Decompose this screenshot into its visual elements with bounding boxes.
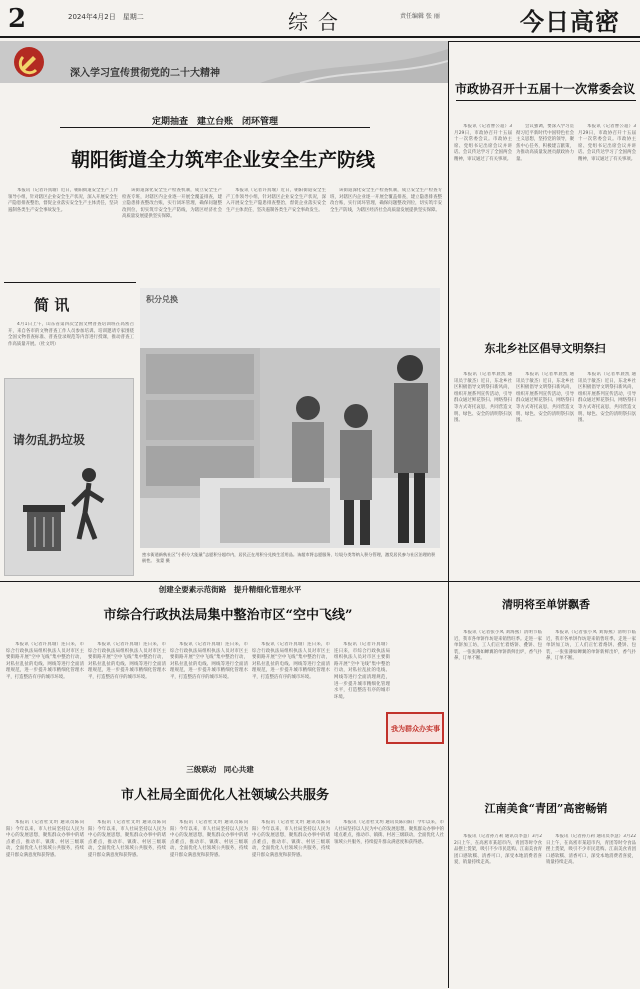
banner-decoration — [260, 41, 448, 83]
newspaper-logo: 今日高密 — [520, 7, 620, 36]
headline-rule — [60, 127, 370, 128]
chaoyang-subtitle: 定期抽查 建立台账 闭环管理 — [151, 117, 278, 127]
zhifa-body-col3: 本报讯（记者许真瑜）连日来，市综合行政执法局组织执法人员对市区主要街路开展“空中飞线”集中整治行动，对私拉乱扯的电线、网线等进行全面清理规范，进一步提升城市精细化管理水平，打造整洁有序的城市环境。 — [170, 642, 248, 680]
chaoyang-body-col1: 本报讯（记者许真瑜）近日，朝阳街道安全生产工作领导小组，针对辖区企业安全生产状况，深入开展安全生产隐患排查整治，督促企业落实安全生产主体责任，坚决遏制各类生产安全事故发生。 — [8, 188, 118, 213]
photo-caption: 密水街道新秋社区“小积分大能量”志愿积分超市内，居民正在用积分兑换生活用品。该超市将志愿服务、垃圾分类等纳入积分管理，激发居民参与社区治理的积极性。 张蒙 摄 — [142, 552, 436, 564]
qingming-headline: 清明将至单饼飘香 — [502, 598, 590, 611]
chaoyang-headline: 朝阳街道全力筑牢企业安全生产防线 — [70, 149, 375, 171]
photo-scene — [140, 288, 440, 548]
meishi-body-col2: 本报讯（记者孙万莉 通讯员李慧）3月22日上午，在高密市某超市内，青团等时令食品摆上货架，吸引不少市民选购。江南美食青团口感软糯、清香可口，深受本地消费者喜爱，销量持续走高。 — [546, 834, 636, 866]
meishi-body-col1: 本报讯（记者孙万莉 通讯员李慧）3月22日上午，在高密市某超市内，青团等时令食品摆上货架，吸引不少市民选购。江南美食青团口感软糯、清香可口，深受本地消费者喜爱，销量持续走高。 — [454, 834, 542, 866]
service-stamp — [386, 712, 444, 744]
zhifa-subtitle: 创建全要素示范街路 提升精细化管理水平 — [158, 585, 302, 594]
qingming-body-col2: 本报讯（记者张小凤 刘海燕）清明节临近，我市各单饼作坊迎来销售旺季。走进一家单饼加工坊，工人们正忙着烙饼、叠饼、包装，一张张薄如蝉翼的单饼新鲜出炉，香气扑鼻，订单不断。 — [546, 630, 636, 662]
meishi-headline: 江南美食“青团”高密畅销 — [484, 802, 608, 815]
section-rule — [0, 581, 640, 582]
zhengxie-body-col2: 会议强调，要深入学习贯彻习近平新时代中国特色社会主义思想，坚持党的领导，聚焦中心任务，积极建言献策，为推动高质量发展贡献政协力量。 — [516, 124, 574, 162]
qingming-body-col1: 本报讯（记者张小凤 刘海燕）清明节临近，我市各单饼作坊迎来销售旺季。走进一家单饼加工坊，工人们正忙着烙饼、叠饼、包装，一张张薄如蝉翼的单饼新鲜出炉，香气扑鼻，订单不断。 — [454, 630, 542, 662]
chaoyang-body-col2: 该街道深化安全生产检查机制，成立安全生产检查专班，对辖区内企业逐一开展全覆盖排查，建立隐患排查整改台账，实行闭环管理，确保问题整改到位，切实筑牢安全生产防线，为辖区经济社会高质量发展提供坚实保障。 — [122, 188, 222, 220]
issue-date: 2024年4月2日 星期二 — [68, 13, 144, 21]
brief-title: 简 讯 — [34, 296, 70, 314]
shebao-headline: 市人社局全面优化人社领域公共服务 — [120, 788, 329, 803]
trash-can-icon — [19, 461, 119, 561]
zhengxie-headline: 市政协召开十五届十一次常委会议 — [454, 82, 635, 96]
shebao-body-col4: 本报讯（记者杜文玥 通讯员陈向阳）今年以来，市人社局坚持以人民为中心的发展思想，聚焦群众办事中的堵点难点，推动市、镇街、村居三级联动，全面优化人社领域公共服务，持续提升群众满意度和获得感。 — [252, 820, 330, 858]
editor-credit: 责任编辑 张 丽 — [400, 13, 440, 20]
poster-title: 请勿乱扔垃圾 — [13, 433, 86, 447]
column-divider — [448, 41, 449, 581]
page-number: 2 — [8, 4, 27, 34]
dongbei-body-col2: 本报讯（记者单晨凯 通讯员于敏杰）近日，东北乡社区积极倡导文明祭扫新风尚，组织开展系列宣传活动，引导群众通过鲜花祭扫、网络祭扫等方式寄托哀思，共同营造文明、绿色、安全的清明祭扫氛围。 — [516, 372, 574, 424]
zhengxie-body-col1: 本报讯（记者曹公超）3月29日，市政协召开十五届十一次常委会议。市政协主席、党组书记出席会议并讲话。会议传达学习了全国两会精神，审议通过了有关事项。 — [454, 124, 512, 162]
news-photo — [140, 288, 440, 548]
zhifa-body-col1: 本报讯（记者许真瑜）连日来，市综合行政执法局组织执法人员对市区主要街路开展“空中飞线”集中整治行动，对私拉乱扯的电线、网线等进行全面清理规范，进一步提升城市精细化管理水平，打造整洁有序的城市环境。 — [6, 642, 84, 680]
section-title: 综合 — [288, 10, 348, 34]
party-emblem-icon — [12, 45, 46, 79]
zhifa-body-col2: 本报讯（记者许真瑜）连日来，市综合行政执法局组织执法人员对市区主要街路开展“空中飞线”集中整治行动，对私拉乱扯的电线、网线等进行全面清理规范，进一步提升城市精细化管理水平，打造整洁有序的城市环境。 — [88, 642, 166, 680]
zhifa-headline: 市综合行政执法局集中整治市区“空中飞线” — [103, 608, 353, 623]
brief-rule — [4, 282, 136, 283]
lower-column-divider — [448, 582, 449, 988]
shebao-body-col1: 本报讯（记者杜文玥 通讯员陈向阳）今年以来，市人社局坚持以人民为中心的发展思想，聚焦群众办事中的堵点难点，推动市、镇街、村居三级联动，全面优化人社领域公共服务，持续提升群众满意度和获得感。 — [6, 820, 84, 858]
banner-text: 深入学习宣传贯彻党的二十大精神 — [70, 68, 220, 79]
dongbei-body-col1: 本报讯（记者单晨凯 通讯员于敏杰）近日，东北乡社区积极倡导文明祭扫新风尚，组织开展系列宣传活动，引导群众通过鲜花祭扫、网络祭扫等方式寄托哀思，共同营造文明、绿色、安全的清明祭扫氛围。 — [454, 372, 512, 424]
dongbei-body-col3: 本报讯（记者单晨凯 通讯员于敏杰）近日，东北乡社区积极倡导文明祭扫新风尚，组织开展系列宣传活动，引导群众通过鲜花祭扫、网络祭扫等方式寄托哀思，共同营造文明、绿色、安全的清明祭扫氛围。 — [578, 372, 636, 424]
zhifa-body-col5: 本报讯（记者许真瑜）连日来，市综合行政执法局组织执法人员对市区主要街路开展“空中飞线”集中整治行动，对私拉乱扯的电线、网线等进行全面清理规范，进一步提升城市精细化管理水平，打造整洁有序的城市环境。 — [334, 642, 390, 700]
shebao-body-col5: 本报讯（记者杜文玥 通讯员陈向阳）今年以来，市人社局坚持以人民为中心的发展思想，聚焦群众办事中的堵点难点，推动市、镇街、村居三级联动，全面优化人社领域公共服务，持续提升群众满意度和获得感。 — [334, 820, 444, 845]
shebao-subtitle: 三级联动 同心共建 — [186, 765, 254, 774]
stamp-text: 我为群众办实事 — [391, 725, 440, 733]
litter-poster — [4, 378, 134, 576]
dongbei-headline: 东北乡社区倡导文明祭扫 — [484, 342, 606, 355]
zhifa-body-col4: 本报讯（记者许真瑜）连日来，市综合行政执法局组织执法人员对市区主要街路开展“空中飞线”集中整治行动，对私拉乱扯的电线、网线等进行全面清理规范，进一步提升城市精细化管理水平，打造整洁有序的城市环境。 — [252, 642, 330, 680]
shebao-body-col3: 本报讯（记者杜文玥 通讯员陈向阳）今年以来，市人社局坚持以人民为中心的发展思想，聚焦群众办事中的堵点难点，推动市、镇街、村居三级联动，全面优化人社领域公共服务，持续提升群众满意度和获得感。 — [170, 820, 248, 858]
masthead — [0, 0, 640, 38]
zhengxie-body-col3: 本报讯（记者曹公超）3月29日，市政协召开十五届十一次常委会议。市政协主席、党组书记出席会议并讲话。会议传达学习了全国两会精神，审议通过了有关事项。 — [578, 124, 636, 162]
chaoyang-body-col3: 本报讯（记者许真瑜）近日，朝阳街道安全生产工作领导小组，针对辖区企业安全生产状况，深入开展安全生产隐患排查整治，督促企业落实安全生产主体责任，坚决遏制各类生产安全事故发生。 — [226, 188, 326, 213]
photo-sign: 积分兑换 — [146, 295, 178, 304]
zhengxie-rule — [456, 100, 636, 101]
shebao-body-col2: 本报讯（记者杜文玥 通讯员陈向阳）今年以来，市人社局坚持以人民为中心的发展思想，聚焦群众办事中的堵点难点，推动市、镇街、村居三级联动，全面优化人社领域公共服务，持续提升群众满意度和获得感。 — [88, 820, 166, 858]
brief-body: 4月1日上午，山东省第四次全国文物普查培训班在高密召开，来自各市的文物普查工作人员参加培训。培训邀请专家围绕全国文物普查标准、普查登录规范等内容进行授课，推动普查工作高质量开展。（杜文玥） — [8, 322, 134, 347]
chaoyang-body-col4: 该街道深化安全生产检查机制，成立安全生产检查专班，对辖区内企业逐一开展全覆盖排查，建立隐患排查整改台账，实行闭环管理，确保问题整改到位，切实筑牢安全生产防线，为辖区经济社会高质量发展提供坚实保障。 — [330, 188, 442, 213]
theme-banner — [0, 41, 448, 83]
